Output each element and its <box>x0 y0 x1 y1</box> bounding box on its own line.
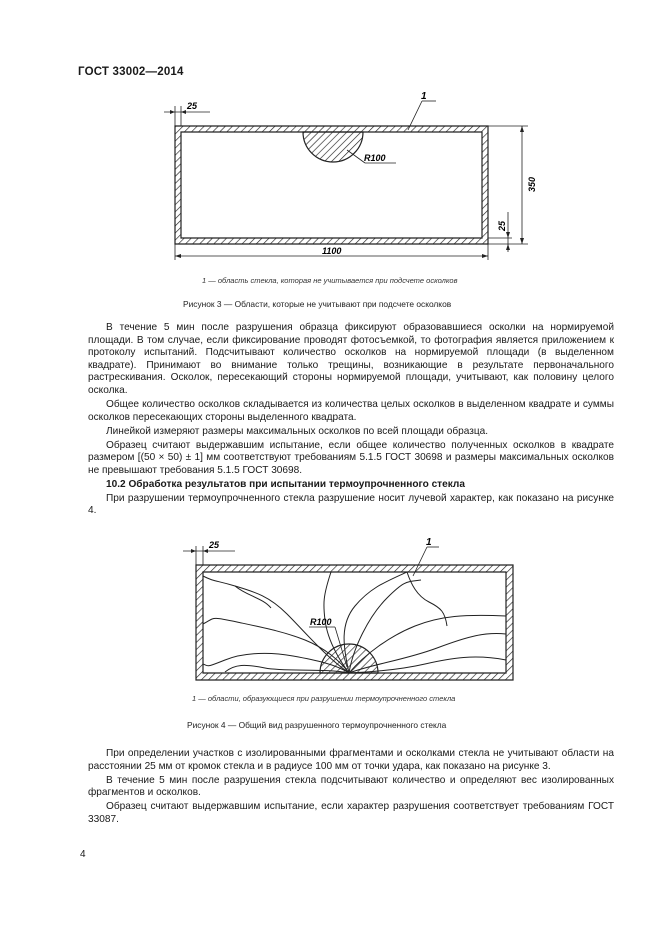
figure-3-legend: 1 — область стекла, которая не учитывается при подсчете осколков <box>202 276 458 285</box>
figure-3-diagram <box>150 88 550 266</box>
paragraph: В течение 5 мин после разрушения образца фиксируют образовавшиеся осколки на нормируемой площади. В том случае, если фиксирование проводят фотосъемкой, то фотография является приложением к протоколу испытаний. Подсчитывают количество осколков на нормируемой площади (в выделенном квадрате). Принимают во внимание только трещины, возникающие в результате первоначального растрескивания. Осколок, пересекающий стороны нормируемой площади, учитывают, как половину целого осколка. <box>88 322 614 396</box>
fig4-dim-border: 25 <box>209 540 220 550</box>
fig3-radius: R100 <box>364 153 386 163</box>
fig3-dim-height: 350 <box>527 176 537 192</box>
impact-zone <box>303 132 363 162</box>
page-number: 4 <box>80 849 86 860</box>
paragraph: Образец считают выдержавшим испытание, если характер разрушения соответствует требованиям ГОСТ 33087. <box>88 801 614 825</box>
body-text-2 <box>88 748 614 826</box>
paragraph: При разрушении термоупрочненного стекла разрушение носит лучевой характер, как показано на рисунке 4. <box>88 492 614 517</box>
figure-4-legend: 1 — области, образующиеся при разрушении термоупрочненного стекла <box>192 694 456 703</box>
document-header: ГОСТ 33002—2014 <box>78 66 184 78</box>
fig3-dim-border: 25 <box>187 101 198 111</box>
fig3-dim-side: 25 <box>497 220 507 231</box>
impact-zone <box>320 644 378 673</box>
paragraph: При определении участков с изолированными фрагментами и осколками стекла не учитывают области на расстоянии 25 мм от кромок стекла и в радиусе 100 мм от точки удара, как показано на рисунке 3. <box>88 748 614 772</box>
fig4-radius: R100 <box>310 617 332 627</box>
figure-3-caption: Рисунок 3 — Области, которые не учитывают при подсчете осколков <box>183 299 452 309</box>
fig3-dim-width: 1100 <box>322 246 342 256</box>
figure-4-caption: Рисунок 4 — Общий вид разрушенного термоупрочненного стекла <box>187 720 447 730</box>
paragraph: Линейкой измеряют размеры максимальных осколков по всей площади образца. <box>106 425 489 437</box>
paragraph: В течение 5 мин после разрушения стекла подсчитывают количество и определяют вес изолированных фрагментов и осколков. <box>88 774 614 799</box>
paragraph: Общее количество осколков складывается из количества целых осколков в выделенном квадрате и суммы осколков пересекающих стороны выделенного квадрата. <box>88 398 614 423</box>
body-text-1 <box>88 322 614 518</box>
section-title: 10.2 Обработка результатов при испытании термоупрочненного стекла <box>106 478 465 490</box>
paragraph: Образец считают выдержавшим испытание, если общее количество полученных осколков в квадрате размером [(50 × 50) ± 1] мм соответствуют требованиям 5.1.5 ГОСТ 30698 и размеры максимальных осколков не превышают требования 5.1.5 ГОСТ 30698. <box>88 439 614 476</box>
figure-4-diagram <box>175 536 520 686</box>
fig3-callout: 1 <box>421 91 427 102</box>
fig4-callout: 1 <box>426 537 432 548</box>
